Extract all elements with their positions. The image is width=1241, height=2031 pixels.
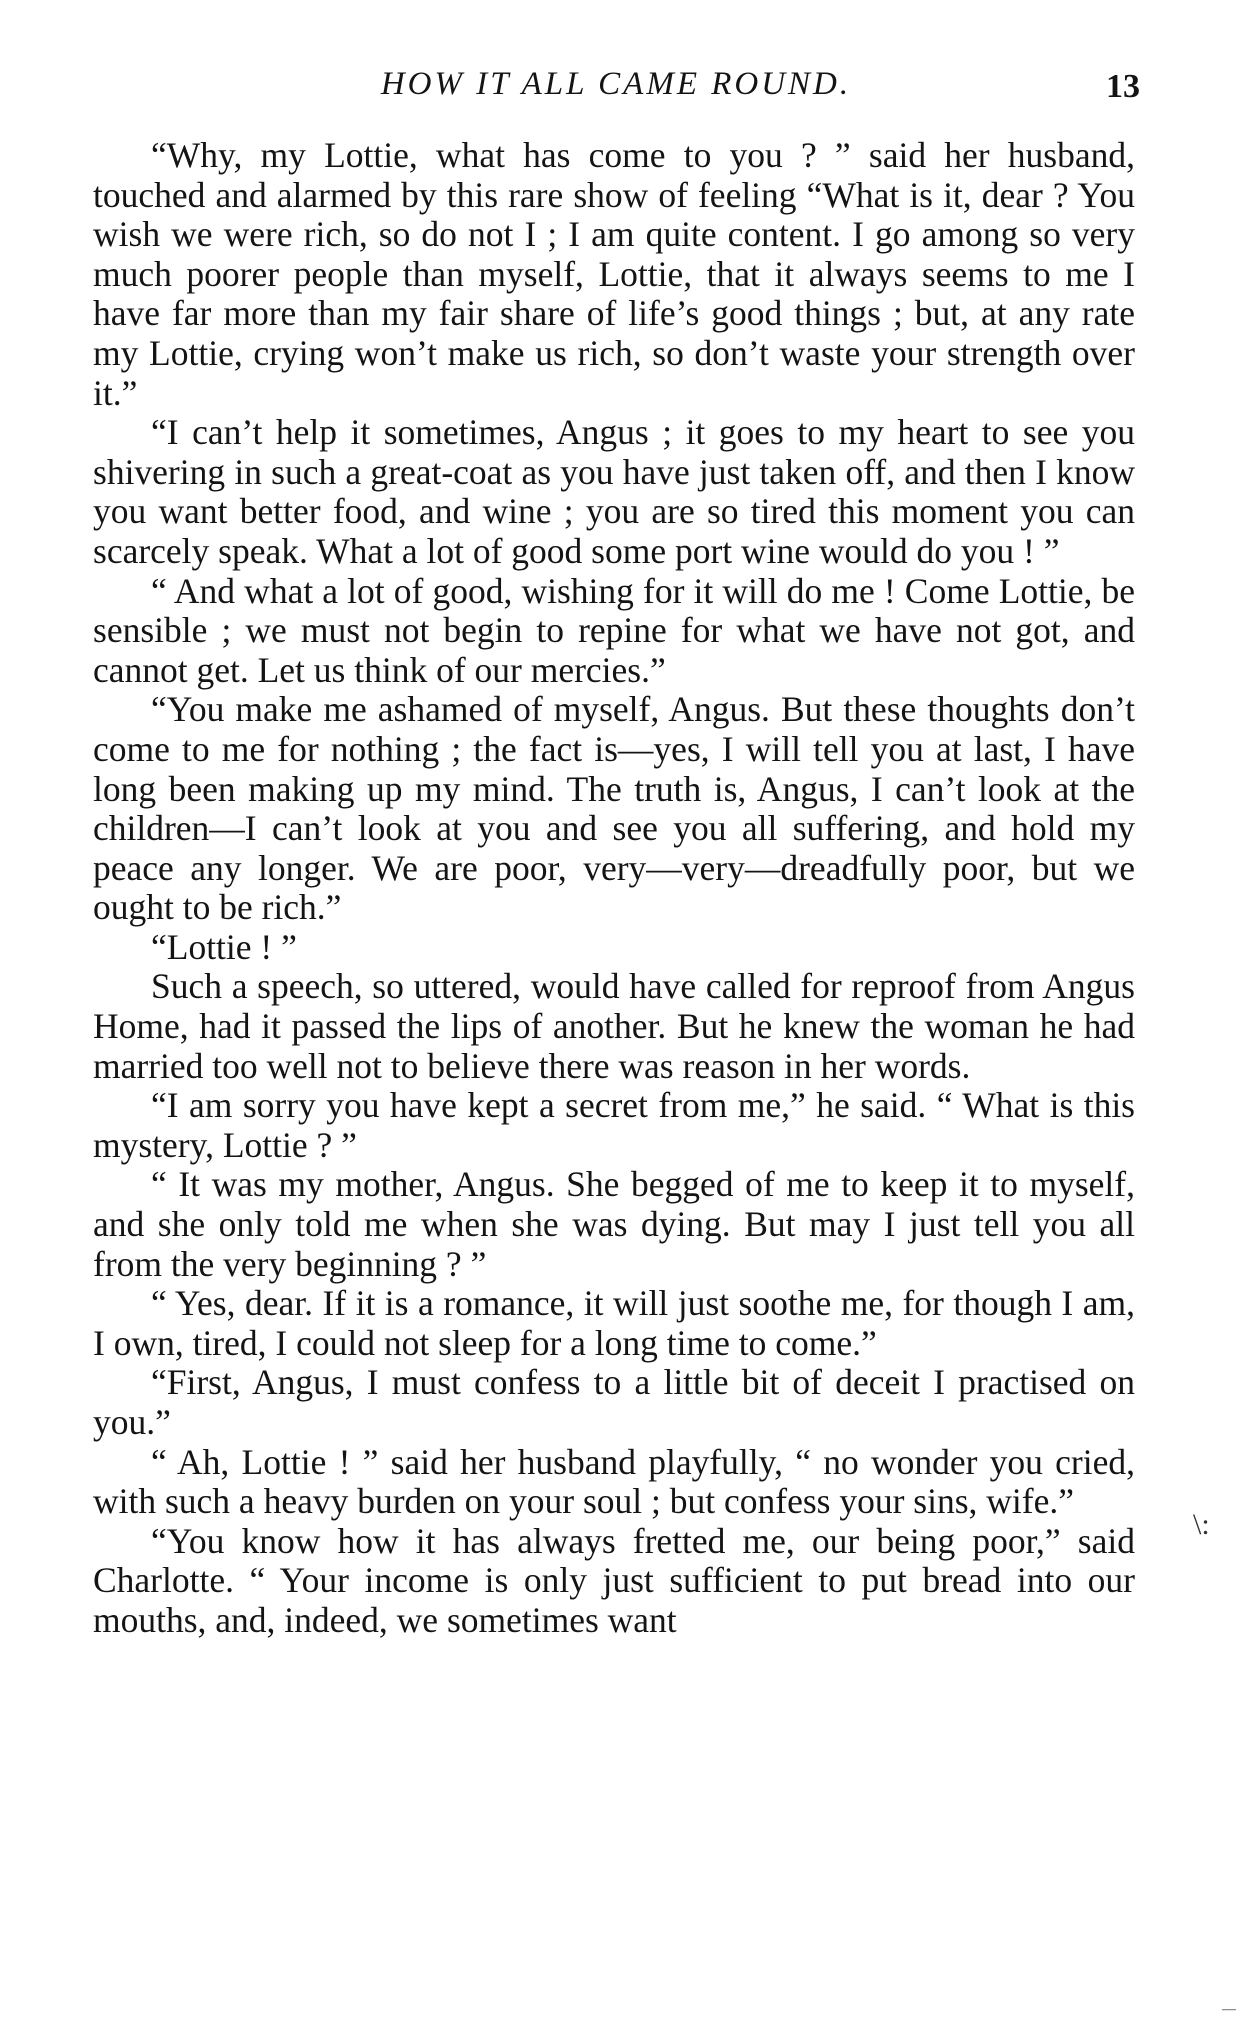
- paragraph: “ Ah, Lottie ! ” said her husband playfully, “ no wonder you cried, with such a heavy burden on your soul ; but confess your sins, wife.”: [93, 1441, 1135, 1522]
- running-head: [96, 66, 1140, 118]
- paragraph: “You know how it has always fretted me, our being poor,” said Charlotte. “ Your income is only just sufficient to put bread into our mouths, and, indeed, we sometimes want: [93, 1520, 1135, 1640]
- paragraph: “ It was my mother, Angus. She begged of me to keep it to myself, and she only told me when she was dying. But may I just tell you all from the very beginning ? ”: [93, 1164, 1135, 1284]
- paragraph: “I am sorry you have kept a secret from me,” he said. “ What is this mystery, Lottie ? ”: [93, 1085, 1135, 1165]
- paragraph: “Lottie ! ”: [151, 926, 297, 967]
- scan-mark: —: [1222, 2002, 1236, 2017]
- paragraph: “ Yes, dear. If it is a romance, it will just soothe me, for though I am, I own, tired, I could not sleep for a long time to come.”: [93, 1283, 1135, 1363]
- paragraph: “You make me ashamed of myself, Angus. But these thoughts don’t come to me for nothing ; the fact is—yes, I will tell you at last, I have long been making up my mind. The truth is, Angus, I can’t look at the children—I can’t look at you and see you all suffering, and hold my peace any longer. We are poor, very—very—dreadfully poor, but we ought to be rich.”: [93, 689, 1135, 928]
- page-number: 13: [1106, 68, 1140, 105]
- paragraph: Such a speech, so uttered, would have called for reproof from Angus Home, had it passed the lips of another. But he knew the woman he had married too well not to believe there was reason in her words.: [93, 966, 1135, 1086]
- paragraph: “Why, my Lottie, what has come to you ? ” said her husband, touched and alarmed by this rare show of feeling “What is it, dear ? You wish we were rich, so do not I ; I am quite content. I go among so very much poorer people than myself, Lottie, that it always seems to me I have far more than my fair share of life’s good things ; but, at any rate my Lottie, crying won’t make us rich, so don’t waste your strength over it.”: [93, 135, 1135, 413]
- paragraph: “I can’t help it sometimes, Angus ; it goes to my heart to see you shivering in such a great-coat as you have just taken off, and then I know you want better food, and wine ; you are so tired this moment you can scarcely speak. What a lot of good some port wine would do you ! ”: [93, 412, 1135, 571]
- scan-mark: \:: [1193, 1508, 1210, 1541]
- paragraph: “ And what a lot of good, wishing for it will do me ! Come Lottie, be sensible ; we must not begin to repine for what we have not got, and cannot get. Let us think of our mercies.”: [93, 570, 1135, 690]
- body-text: [93, 136, 1135, 1641]
- paragraph: “First, Angus, I must confess to a little bit of deceit I practised on you.”: [93, 1362, 1135, 1442]
- running-title: HOW IT ALL CAME ROUND.: [380, 66, 852, 102]
